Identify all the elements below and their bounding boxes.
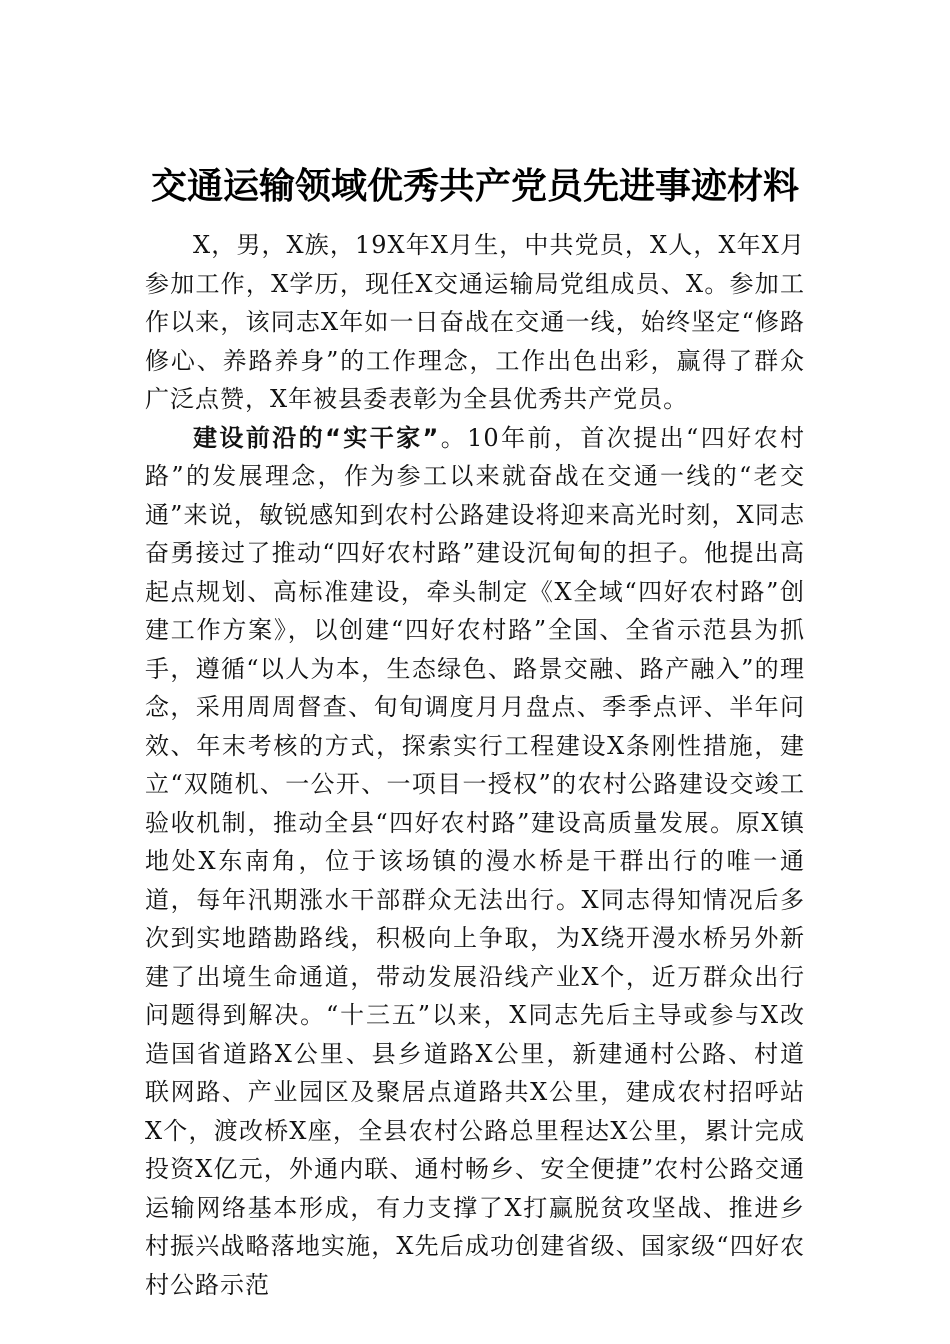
paragraph-lead-heading: 建设前沿的“实干家” [193, 423, 440, 452]
paragraph-intro: X，男，X族，19X年X月生，中共党员，X人，X年X月参加工作，X学历，现任X交通运输局党组成员、X。参加工作以来，该同志X年如一日奋战在交通一线，始终坚定“修路修心、养路养身”的工作理念，工作出色出彩，赢得了群众广泛点赞，X年被县委表彰为全县优秀共产党员。 [145, 231, 805, 413]
paragraph-construction-body: 。10年前，首次提出“四好农村路”的发展理念，作为参工以来就奋战在交通一线的“老交通”来说，敏锐感知到农村公路建设将迎来高光时刻，X同志奋勇接过了推动“四好农村路”建设沉甸甸的担子。他提出高起点规划、高标准建设，牵头制定《X全域“四好农村路”创建工作方案》，以创建“四好农村路”全国、全省示范县为抓手，遵循“以人为本，生态绿色、路景交融、路产融入”的理念，采用周周督查、旬旬调度月月盘点、季季点评、半年问效、年末考核的方式，探索实行工程建设X条刚性措施，建立“双随机、一公开、一项目一授权”的农村公路建设交竣工验收机制，推动全县“四好农村路”建设高质量发展。原X镇地处X东南角，位于该场镇的漫水桥是干群出行的唯一通道，每年汛期涨水干部群众无法出行。X同志得知情况后多次到实地踏勘路线，积极向上争取，为X绕开漫水桥另外新建了出境生命通道，带动发展沿线产业X个，近万群众出行问题得到解决。“十三五”以来，X同志先后主导或参与X改造国省道路X公里、县乡道路X公里，新建通村公路、村道联网路、产业园区及聚居点道路共X公里，建成农村招呼站X个，渡改桥X座，全县农村公路总里程达X公里，累计完成投资X亿元，外通内联、通村畅乡、安全便捷”农村公路交通运输网络基本形成，有力支撑了X打赢脱贫攻坚战、推进乡村振兴战略落地实施，X先后成功创建省级、国家级“四好农村公路示范 [145, 423, 806, 1299]
paragraph-construction [145, 419, 805, 1305]
document-title: 交通运输领域优秀共产党员先进事迹材料 [150, 165, 799, 207]
document-body [145, 226, 805, 1304]
